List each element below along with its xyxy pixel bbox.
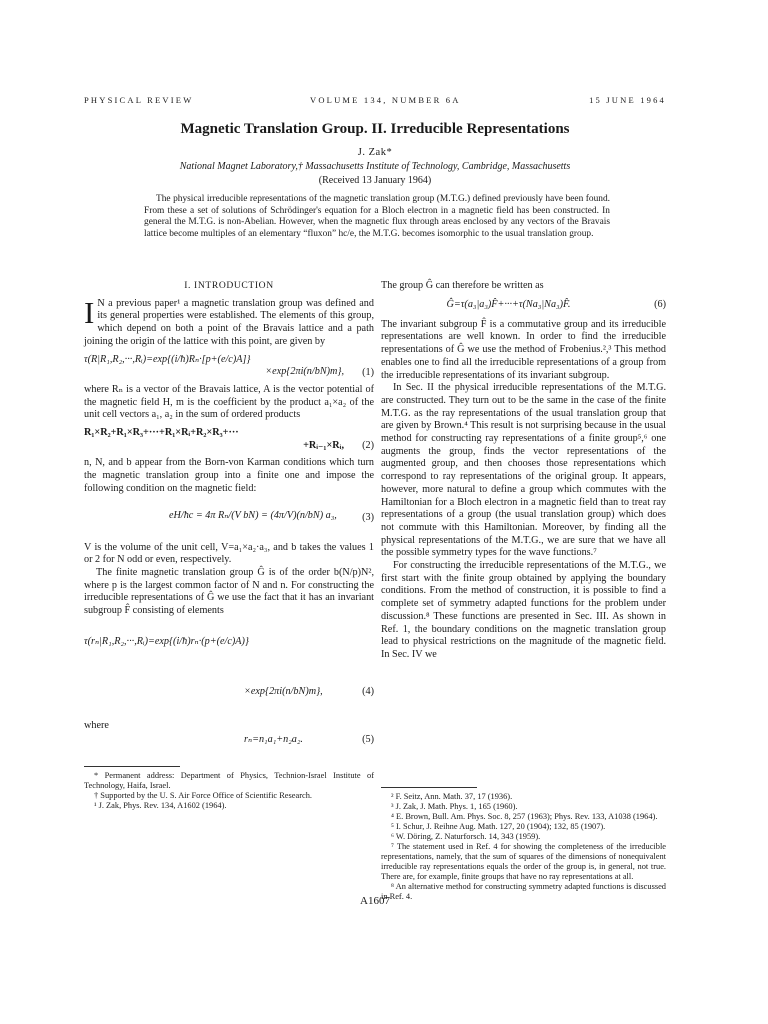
- footnote: * Permanent address: Department of Physics, Technion-Israel Institute of Technology, Haifa, Israel.: [84, 771, 374, 791]
- equation-4: [84, 628, 374, 716]
- equation-5-number: (5): [362, 734, 374, 746]
- footnote: † Supported by the U. S. Air Force Office of Scientific Research.: [94, 791, 313, 801]
- paragraph: The invariant subgroup F̂ is a commutative group and its irreducible representations are well known. In order to find the irreducible representations of Ĝ we use the method of Frobenius.²,³ This method enables one to find all the irreducible representations of a group from the irreducible representations of its invariant subgroup.: [381, 318, 666, 381]
- footnote-rule: [381, 787, 477, 788]
- equation-2-number: (2): [362, 440, 374, 452]
- equation-3-body: eH/ħc = 4π Rₙ/(V bN) = (4π/V)(n/bN) a₃,: [169, 509, 337, 521]
- equation-2: [84, 427, 374, 452]
- paragraph: where Rₙ is a vector of the Bravais lattice, A is the vector potential of the magnetic field H, m is the coefficient by the product a₁×a₂ of the unit cell vectors a₁, a₂ in the sum of ordered products: [84, 383, 374, 421]
- affiliation: National Magnet Laboratory,† Massachusetts Institute of Technology, Cambridge, Massachusetts: [179, 161, 571, 172]
- equation-3: [84, 504, 374, 534]
- footnote: ⁸ An alternative method for constructing symmetry adapted functions is discussed in Ref. 4.: [381, 882, 666, 901]
- equation-6-number: (6): [654, 298, 666, 310]
- received-date: (Received 13 January 1964): [318, 175, 432, 186]
- paragraph: In Sec. II the physical irreducible representations of the M.T.G. are constructed. They turn out to be the same in the case of the finite M.T.G. as the ray representations of the usual translation group that are given by Brown.⁴ This result is not surprising because in the usual method for constructing ray representations of a finite group⁵,⁶ one augments the group, finds the vector representations of the augmented group, and then chooses those representations which correspond to ray representations of the original group. It appears, however, more natural to define a group which commutes with the Hamiltonian for a Bloch electron in a magnetic field than to treat ray representations of a group (the usual translation group) which does not commute with this Hamiltonian. Moreover, by finding all the physical representations of the M.T.G., we are sure that we have all the possible symmetry types for the wave functions.⁷: [381, 382, 666, 559]
- footnote: ² F. Seitz, Ann. Math. 37, 17 (1936).: [391, 792, 513, 801]
- footnote: ⁴ E. Brown, Bull. Am. Phys. Soc. 8, 257 (1963); Phys. Rev. 133, A1038 (1964).: [391, 812, 658, 821]
- paragraph: For constructing the irreducible representations of the M.T.G., we first start with the finite group obtained by applying the boundary conditions. From the method of construction, it is possible to find a complete set of symmetry adapted functions for the problem under discussion.⁸ These functions are presented in Sec. III. As shown in Ref. 1, the boundary conditions on the magnetic translation group lead to physical restrictions on the magnitude of the magnetic field. In Sec. IV we: [381, 560, 666, 660]
- paragraph: The group Ĝ can therefore be written as: [381, 280, 544, 291]
- intro-paragraph: IN a previous paper¹ a magnetic translation group was defined and its general properties were established. The elements of this group, which depend on both a point of the Bravais lattice and a path joining the origin of the lattice with this point, are given by: [84, 294, 374, 347]
- paragraph: The finite magnetic translation group Ĝ is of the order b(N/p)N², where p is the largest common factor of N and n. For constructing the irreducible representations of Ĝ we use the fact that it has an invariant subgroup F̂ consisting of elements: [84, 566, 374, 617]
- equation-4-number: (4): [362, 685, 374, 697]
- equation-5-body: rₙ=n₁a₁+n₂a₂.: [244, 734, 303, 746]
- equation-2-line1: R₁×R₂+R₁×R₃+···+R₁×Rᵢ+R₂×R₃+···: [84, 427, 239, 439]
- left-footnotes: [84, 771, 374, 811]
- left-column: [84, 280, 374, 811]
- footnote: ⁶ W. Döring, Z. Naturforsch. 14, 343 (1959).: [391, 832, 541, 841]
- equation-1-line1: τ(R|R₁,R₂,···,Rᵢ)=exp{(i/ħ)Rₙ·[p+(e/c)A]}: [84, 353, 251, 365]
- section-heading: I. INTRODUCTION: [184, 280, 274, 291]
- issue-date: 15 JUNE 1964: [589, 95, 666, 105]
- equation-4-line1: τ(rₙ|R₁,R₂,···,Rᵢ)=exp{(i/ħ)rₙ·(p+(e/c)A)}: [84, 635, 249, 647]
- equation-6: [381, 299, 666, 313]
- equation-1: [84, 354, 374, 379]
- paper-title: Magnetic Translation Group. II. Irreducible Representations: [180, 121, 570, 137]
- equation-5: [84, 734, 374, 748]
- paragraph: n, N, and b appear from the Born-von Karman conditions which turn the magnetic translation group into a finite one and impose the following condition on the magnetic field:: [84, 457, 374, 494]
- abstract: The physical irreducible representations of the magnetic translation group (M.T.G.) defined previously have been found. From these a set of solutions of Schrödinger's equation for a Bloch electron in a magnetic field has been constructed. In general the M.T.G. is non-Abelian. However, when the magnetic flux through areas enclosed by any vectors of the Bravais lattice become multiples of an elementary “fluxon” hc/e, the M.T.G. becomes isomorphic to the usual translation group.: [144, 194, 610, 239]
- footnote: ⁵ I. Schur, J. Reihne Aug. Math. 127, 20 (1904); 132, 85 (1907).: [391, 822, 606, 831]
- equation-1-number: (1): [362, 366, 374, 378]
- equation-4-line2: ×exp{2πi(n/bN)m},: [244, 685, 323, 697]
- page-number: A1607: [360, 895, 390, 907]
- equation-2-line2: +Rᵢ₋₁×Rᵢ,: [303, 439, 344, 451]
- volume-number: VOLUME 134, NUMBER 6A: [310, 95, 461, 105]
- equation-6-body: Ĝ=τ(a₃|a₃)F̂+···+τ(Na₃|Na₃)F̂.: [446, 298, 571, 310]
- equation-1-line2: ×exp{2πi(n/bN)m},: [265, 366, 344, 378]
- author: J. Zak*: [357, 147, 393, 158]
- footnote: ¹ J. Zak, Phys. Rev. 134, A1602 (1964).: [94, 801, 227, 811]
- footnote: ³ J. Zak, J. Math. Phys. 1, 165 (1960).: [391, 802, 518, 811]
- right-footnotes: [381, 787, 666, 902]
- where-text: where: [84, 719, 109, 731]
- journal-name: PHYSICAL REVIEW: [84, 95, 194, 105]
- footnote: ⁷ The statement used in Ref. 4 for showing the completeness of the irreducible representations, namely, that the sum of squares of the dimensions of nonequivalent irreducible ray representations equals the order of the group is, in general, not true. There are, for example, finite groups that have no ray representations at all.: [381, 842, 666, 881]
- equation-3-number: (3): [362, 511, 374, 523]
- right-column: [381, 280, 666, 662]
- running-header: [84, 95, 666, 109]
- paragraph: V is the volume of the unit cell, V=a₁×a₂·a₃, and b takes the values 1 or 2 for N odd or even, respectively.: [84, 541, 374, 566]
- footnote-rule: [84, 766, 180, 767]
